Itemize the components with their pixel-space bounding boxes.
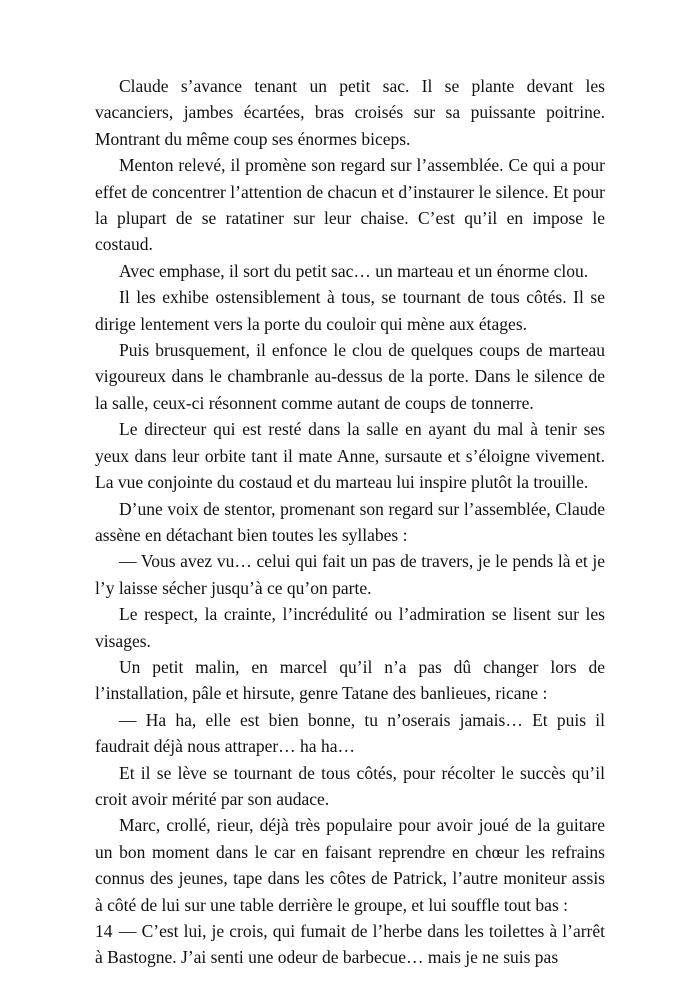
paragraph: Le directeur qui est resté dans la salle en ayant du mal à tenir ses yeux dans leur orbite tant il mate Anne, sursaute et s’éloigne vivement. La vue conjointe du costaud et du marteau lui inspire plutôt la trouille. (95, 419, 605, 493)
paragraph: D’une voix de stentor, promenant son regard sur l’assemblée, Claude assène en détachant bien toutes les syllabes : (95, 498, 605, 545)
paragraph: Claude s’avance tenant un petit sac. Il se plante devant les vacanciers, jambes écartées, bras croisés sur sa puissante poitrine. Montrant du même coup ses énormes biceps. (95, 76, 605, 149)
paragraph: Puis brusquement, il enfonce le clou de quelques coups de marteau vigoureux dans le chambranle au-dessus de la porte. Dans le silence de la salle, ceux-ci résonnent comme autant de coups de tonnerre. (95, 340, 605, 413)
paragraph: Marc, crollé, rieur, déjà très populaire pour avoir joué de la guitare un bon moment dans le car en faisant reprendre en chœur les refrains connus des jeunes, tape dans les côtes de Patrick, l’autre moniteur assis à côté de lui sur une table derrière le groupe, et lui souffle tout bas : (95, 815, 605, 915)
dialogue-paragraph: — Ha ha, elle est bien bonne, tu n’oserais jamais… Et puis il faudrait déjà nous attraper… ha ha… (95, 709, 605, 757)
paragraph: Un petit malin, en marcel qu’il n’a pas dû changer lors de l’installation, pâle et hirsute, genre Tatane des banlieues, ricane : (95, 656, 605, 704)
dialogue-paragraph: — C’est lui, je crois, qui fumait de l’herbe dans les toilettes à l’arrêt à Bastogne. J’ai senti une odeur de barbecue… mais je ne suis pas (95, 921, 605, 968)
paragraph: Il les exhibe ostensiblement à tous, se tournant de tous côtés. Il se dirige lentement vers la porte du couloir qui mène aux étages. (95, 287, 605, 334)
dialogue-paragraph: — Vous avez vu… celui qui fait un pas de travers, je le pends là et je l’y laisse sécher jusqu’à ce qu’on parte. (95, 551, 605, 598)
paragraph: Avec emphase, il sort du petit sac… un marteau et un énorme clou. (119, 260, 589, 281)
paragraph: Et il se lève se tournant de tous côtés, pour récolter le succès qu’il croit avoir mérité par son audace. (95, 762, 605, 809)
page-number: 14 (95, 921, 113, 941)
body-text (95, 73, 605, 971)
paragraph: Le respect, la crainte, l’incrédulité ou l’admiration se lisent sur les visages. (95, 604, 605, 651)
paragraph: Menton relevé, il promène son regard sur l’assemblée. Ce qui a pour effet de concentrer l’attention de chacun et d’instaurer le silence. Et pour la plupart de se ratatiner sur leur chaise. C’est qu’il en impose le costaud. (95, 155, 605, 255)
